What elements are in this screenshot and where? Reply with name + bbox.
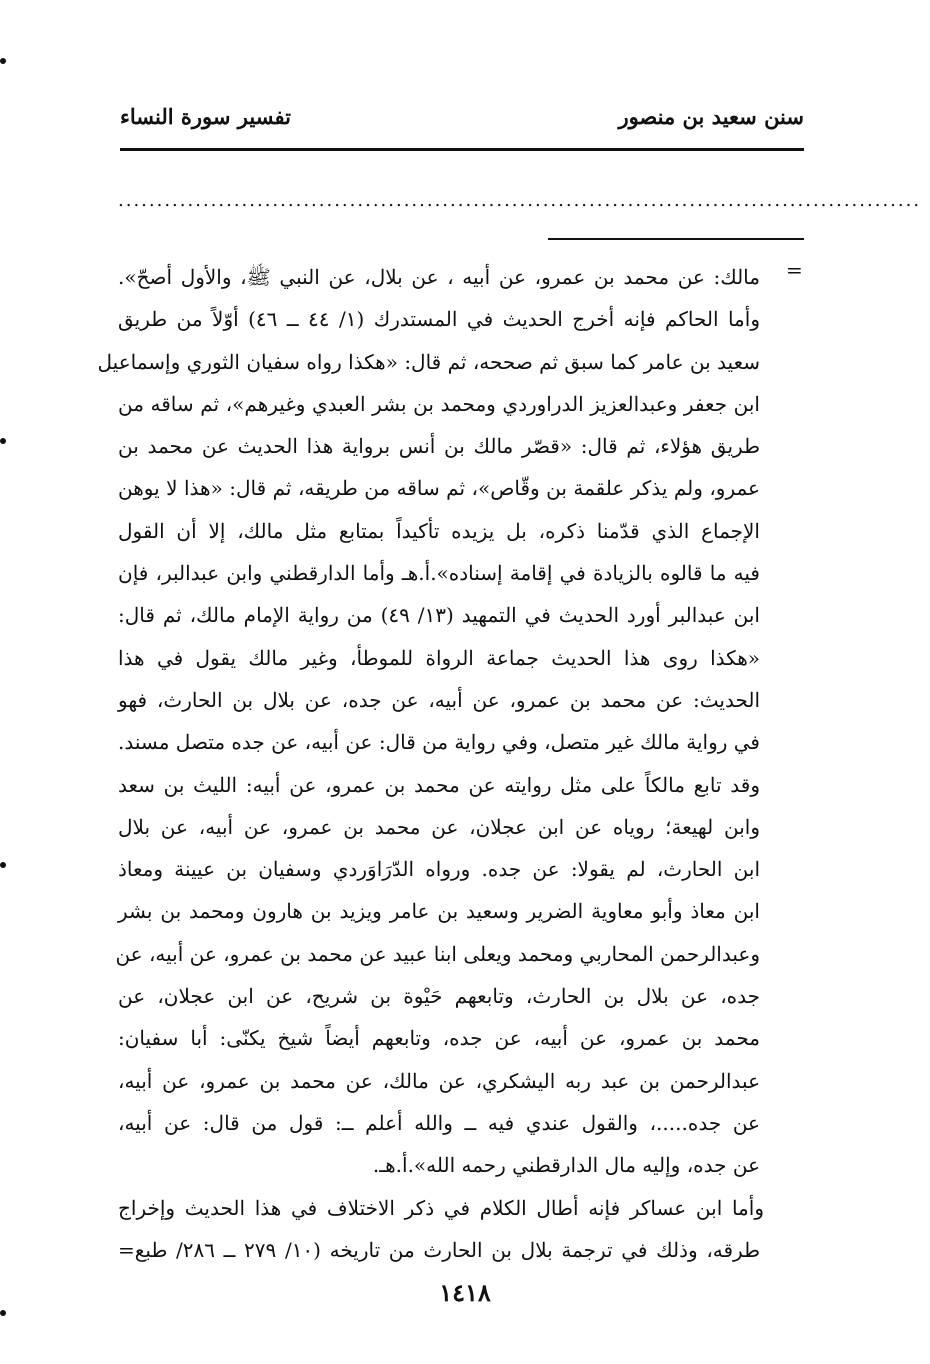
text-line: وعبدالرحمن المحاربي ومحمد ويعلى ابنا عبيد عن محمد بن عمرو، عن أبيه، عن (115, 941, 760, 966)
scan-speck (0, 438, 6, 444)
text-line: وأما الحاكم فإنه أخرج الحديث في المستدرك (١/ ٤٤ ــ ٤٦) أوّلاً من طريق (118, 307, 760, 332)
page-number: ١٤١٨ (439, 1278, 491, 1307)
scan-speck (0, 862, 6, 868)
text-line: وأما ابن عساكر فإنه أطال الكلام في ذكر الاختلاف في هذا الحديث وإخراج (118, 1195, 764, 1220)
text-line: فيه ما قالوه بالزيادة في إقامة إسناده».أ.هـ وأما الدارقطني وابن عبدالبر، فإن (118, 561, 760, 586)
text-line: ابن معاذ وأبو معاوية الضرير وسعيد بن عامر ويزيد بن هارون ومحمد بن بشر (118, 899, 760, 924)
text-line: طريق هؤلاء، ثم قال: «قصّر مالك بن أنس برواية هذا الحديث عن محمد بن (118, 434, 760, 459)
text-line: طرقه، وذلك في ترجمة بلال بن الحارث من تاريخه (١٠/ ٢٧٩ ــ ٢٨٦/ طبع= (118, 1237, 761, 1262)
scan-speck (0, 1310, 6, 1316)
text-line: ابن جعفر وعبدالعزيز الدراوردي ومحمد بن بشر العبدي وغيرهم»، ثم ساقه من (118, 391, 760, 416)
running-header (120, 104, 804, 144)
text-line: سعيد بن عامر كما سبق ثم صححه، ثم قال: «هكذا رواه سفيان الثوري وإسماعيل (97, 349, 760, 374)
text-line: مالك: عن محمد بن عمرو، عن أبيه ، عن بلال، عن النبي ﷺ، والأول أصحّ». (118, 265, 760, 289)
text-line: «هكذا روى هذا الحديث جماعة الرواة للموطأ، وغير مالك يقول في هذا (118, 645, 760, 670)
text-line: وقد تابع مالكاً على مثل روايته عن محمد بن عمرو، عن أبيه: الليث بن سعد (118, 772, 760, 797)
footnote-rule (548, 238, 804, 240)
text-line: عبدالرحمن بن عبد ربه اليشكري، عن مالك، عن محمد بن عمرو، عن أبيه، (118, 1068, 760, 1093)
text-line: ابن عبدالبر أورد الحديث في التمهيد (١٣/ ٤٩) من رواية الإمام مالك، ثم قال: (118, 603, 760, 628)
scan-speck (0, 58, 6, 64)
text-line: في رواية مالك غير متصل، وفي رواية من قال: عن أبيه، عن جده متصل مسند. (118, 730, 760, 755)
text-line: الحديث: عن محمد بن عمرو، عن أبيه، عن جده، عن بلال بن الحارث، فهو (118, 687, 760, 712)
footnote-text (97, 256, 764, 1271)
text-line: الإجماع الذي قدّمنا ذكره، بل يزيده تأكيداً بمتابع مثل مالك، إلا أن القول (118, 518, 760, 543)
text-line: عمرو، ولم يذكر علقمة بن وقّاص»، ثم ساقه من طريقه، ثم قال: «هذا لا يوهن (118, 476, 760, 501)
header-rule (120, 148, 804, 151)
text-line: ابن الحارث، لم يقولا: عن جده. ورواه الدّرَاوَردي وسفيان بن عيينة ومعاذ (118, 857, 760, 882)
text-line: محمد بن عمرو، عن أبيه، عن جده، وتابعهم أيضاً شيخ يكنّى: أبا سفيان: (118, 1026, 760, 1051)
text-line: عن جده، وإليه مال الدارقطني رحمه الله».أ.هـ. (372, 1153, 760, 1178)
continuation-mark: = (786, 258, 803, 282)
text-line: جده، عن بلال بن الحارث، وتابعهم حَيْوة بن شريح، عن ابن عجلان، عن (118, 984, 760, 1009)
book-title: سنن سعيد بن منصور (618, 104, 804, 129)
text-line: عن جده.....، والقول عندي فيه ــ والله أعلم ــ: قول من قال: عن أبيه، (118, 1110, 760, 1135)
text-line: وابن لهيعة؛ روياه عن ابن عجلان، عن محمد بن عمرو، عن أبيه، عن بلال (118, 814, 760, 839)
section-title: تفسير سورة النساء (120, 104, 291, 129)
ellipsis-separator: ........................................................................................................ (118, 190, 922, 211)
